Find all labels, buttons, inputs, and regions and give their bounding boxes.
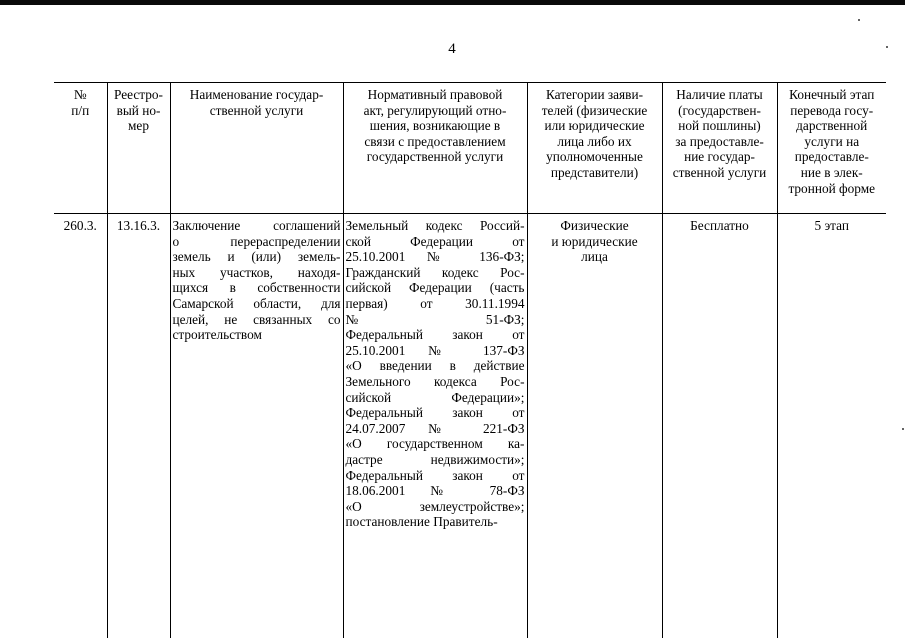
cell-line: № 51-ФЗ; (345, 311, 525, 327)
cell-line: Нормативный правовой (367, 87, 503, 102)
cell-line: Реестро- (114, 87, 163, 102)
page-number: 4 (448, 41, 456, 57)
header-cell-service-name (170, 83, 343, 214)
cell-line: перевода госу- (790, 102, 874, 118)
cell-line: «О землеустройстве»; (345, 498, 525, 514)
cell-line: предоставле- (794, 149, 869, 165)
scan-speck (886, 46, 888, 48)
cell-line: Физические (560, 218, 629, 233)
header-row (54, 83, 886, 214)
cell-line: телей (физические (541, 102, 648, 118)
cell-line: п/п (71, 102, 90, 118)
cell-line: сийской Федерации (часть (345, 280, 525, 296)
scan-speck (902, 428, 904, 430)
cell-line: 18.06.2001 № 78-ФЗ (345, 483, 525, 499)
cell-registry-number: 13.16.3. (107, 214, 170, 639)
cell-line: Федеральный закон от (345, 327, 525, 343)
cell-line: «О введении в действие (345, 358, 525, 374)
cell-line: и юридические (551, 233, 638, 249)
services-table (54, 82, 886, 638)
cell-line: № (73, 87, 87, 102)
cell-line: ственной услуги (209, 102, 304, 118)
cell-line: акт, регулирующий отно- (363, 102, 507, 118)
cell-line: Самарской области, для (172, 295, 341, 311)
cell-line: дастре недвижимости»; (345, 451, 525, 467)
cell-line: постановление Правитель- (345, 514, 498, 530)
cell-line: шения, возникающие в (369, 118, 501, 134)
cell-line: Заключение соглашений (172, 218, 341, 233)
cell-line: Гражданский кодекс Рос- (345, 264, 525, 280)
header-cell-registry (107, 83, 170, 214)
cell-line: (государствен- (678, 102, 761, 118)
cell-line: целей, не связанных со (172, 311, 341, 327)
header-cell-number (54, 83, 107, 214)
cell-line: или юридические (544, 118, 645, 134)
cell-line: мер (128, 118, 149, 134)
cell-line: первая) от 30.11.1994 (345, 295, 525, 311)
cell-line: ственной услуги (672, 164, 767, 180)
cell-line: уполномоченные (546, 149, 643, 165)
cell-line: сийской Федерации»; (345, 389, 525, 405)
cell-line: ние в элек- (800, 164, 863, 180)
top-border-rule (0, 0, 905, 5)
cell-line: тронной форме (788, 180, 876, 196)
cell-line: строительством (172, 327, 262, 343)
cell-line: 24.07.2007 № 221-ФЗ (345, 420, 525, 436)
cell-line: о перераспределении (172, 233, 341, 249)
cell-line: лица либо их (557, 133, 632, 149)
cell-line: Наименование государ- (189, 87, 324, 102)
cell-line: вый но- (116, 102, 161, 118)
cell-final-stage: 5 этап (777, 214, 886, 639)
cell-line: Федеральный закон от (345, 467, 525, 483)
cell-fee: Бесплатно (662, 214, 777, 639)
cell-line: щихся в собственности (172, 280, 341, 296)
cell-line: за предоставле- (675, 133, 764, 149)
cell-line: ской Федерации от (345, 233, 525, 249)
cell-line: Федеральный закон от (345, 405, 525, 421)
cell-line: дарственной (796, 118, 868, 134)
cell-line: Конечный этап (789, 87, 875, 102)
cell-line: Наличие платы (676, 87, 763, 102)
cell-line: государственной услуги (366, 149, 504, 165)
header-cell-final-stage (777, 83, 886, 214)
scan-speck (858, 19, 860, 21)
cell-line: Земельного кодекса Рос- (345, 373, 525, 389)
cell-line: земель и (или) земель- (172, 249, 341, 265)
cell-line: Категории заяви- (545, 87, 644, 102)
cell-line: 25.10.2001 № 136-ФЗ; (345, 249, 525, 265)
cell-line: ных участков, находя- (172, 264, 341, 280)
table-row (54, 214, 886, 639)
cell-service-name (170, 214, 343, 639)
cell-line: ной пошлины) (678, 118, 761, 134)
cell-line: Земельный кодекс Россий- (345, 218, 525, 233)
cell-line: «О государственном ка- (345, 436, 525, 452)
header-cell-applicants (527, 83, 662, 214)
cell-line: ние государ- (684, 149, 755, 165)
cell-applicants (527, 214, 662, 639)
cell-line: связи с предоставлением (364, 133, 506, 149)
header-cell-fee (662, 83, 777, 214)
header-cell-legal-act (343, 83, 527, 214)
cell-legal-acts (343, 214, 527, 639)
cell-line: 25.10.2001 № 137-ФЗ (345, 342, 525, 358)
cell-row-number: 260.3. (54, 214, 107, 639)
cell-line: лица (581, 249, 608, 265)
cell-line: услуги на (804, 133, 860, 149)
cell-line: представители) (550, 164, 639, 180)
